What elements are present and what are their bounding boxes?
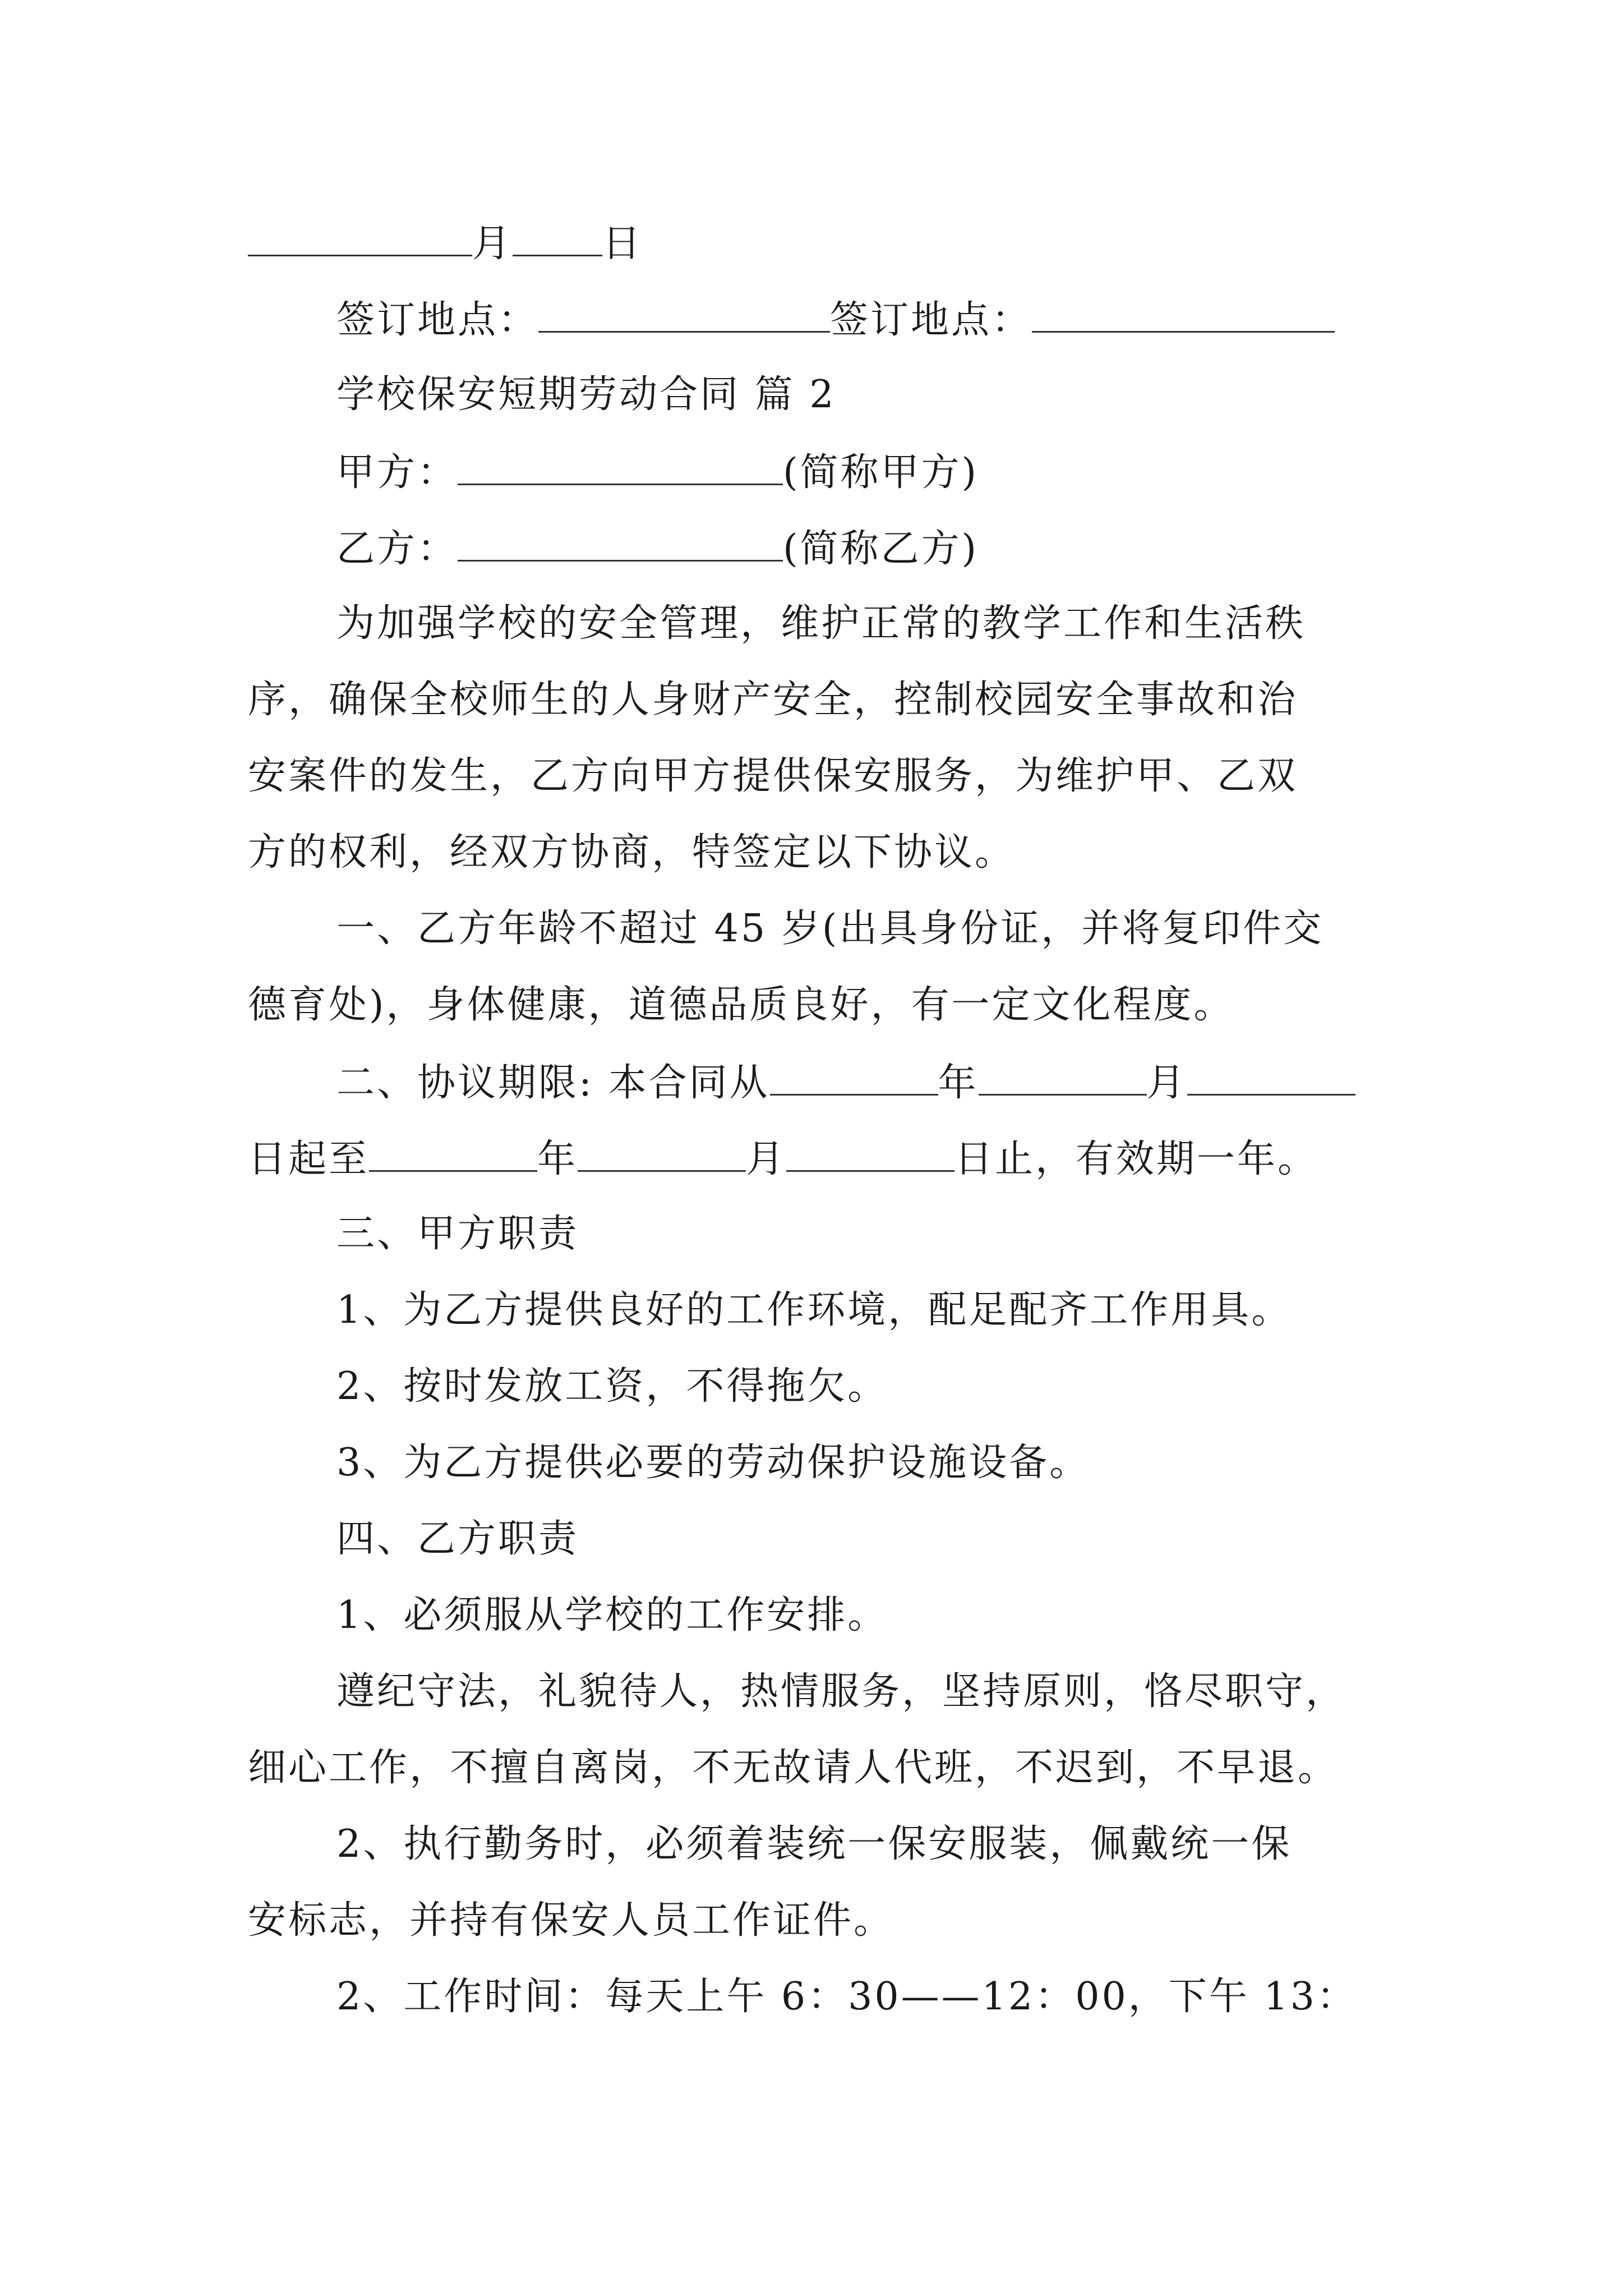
sign-place-label-a: 签订地点：	[336, 298, 539, 342]
section-3-item: 3、为乙方提供必要的劳动保护设施设备。	[336, 1441, 1090, 1485]
blank-field	[1187, 1059, 1355, 1096]
intro-line: 安案件的发生，乙方向甲方提供保安服务，为维护甲、乙双	[248, 754, 1298, 798]
blank-field	[458, 525, 783, 562]
term-prefix: 二、协议期限: 本合同从	[336, 1061, 770, 1105]
section-4-item: 2、工作时间：每天上午 6：30——12：00，下午 13：	[336, 1975, 1357, 2019]
party-b-note: (简称乙方)	[783, 527, 979, 571]
day-start-label: 日起至	[248, 1137, 370, 1181]
section-4-item: 安标志，并持有保安人员工作证件。	[248, 1898, 895, 1943]
party-a-line	[336, 449, 1402, 495]
section-3-item: 2、按时发放工资，不得拖欠。	[336, 1364, 888, 1409]
blank-field	[248, 220, 472, 256]
party-b-label: 乙方：	[336, 527, 458, 571]
blank-field	[369, 1135, 537, 1172]
blank-field	[786, 1135, 955, 1172]
section-4-para-line: 遵纪守法，礼貌待人，热情服务，坚持原则，恪尽职守，	[336, 1669, 1347, 1714]
clause-2-line	[248, 1135, 1403, 1182]
sign-place-label-b: 签订地点：	[830, 298, 1032, 342]
clause-1-line: 德育处)，身体健康，道德品质良好，有一定文化程度。	[248, 983, 1234, 1027]
blank-field	[1032, 296, 1335, 333]
sign-place-line	[336, 296, 1402, 343]
intro-line: 方的权利，经双方协商，特签定以下协议。	[248, 830, 1016, 875]
month-label: 月	[746, 1137, 787, 1181]
section-3-title: 三、甲方职责	[336, 1212, 579, 1256]
intro-line: 序，确保全校师生的人身财产安全，控制校园安全事故和治	[248, 678, 1298, 722]
section-4-title: 四、乙方职责	[336, 1517, 579, 1561]
blank-field	[578, 1135, 746, 1172]
clause-2-line	[336, 1059, 1402, 1106]
section-4-item: 2、执行勤务时，必须着装统一保安服装，佩戴统一保	[336, 1822, 1292, 1866]
year-label: 年	[938, 1061, 979, 1105]
party-a-label: 甲方：	[336, 450, 458, 495]
day-label: 日	[602, 222, 643, 266]
party-b-line	[336, 525, 1402, 572]
month-label: 月	[472, 222, 513, 266]
party-a-note: (简称甲方)	[783, 450, 979, 495]
intro-line: 为加强学校的安全管理，维护正常的教学工作和生活秩	[336, 601, 1306, 646]
year-label: 年	[537, 1137, 578, 1181]
term-suffix: 日止，有效期一年。	[955, 1137, 1318, 1181]
blank-field	[458, 449, 783, 485]
blank-field	[513, 220, 602, 256]
blank-field	[770, 1059, 938, 1096]
section-4-item: 1、必须服从学校的工作安排。	[336, 1593, 888, 1637]
clause-1-line: 一、乙方年龄不超过 45 岁(出具身份证，并将复印件交	[336, 907, 1324, 951]
month-label: 月	[1146, 1061, 1187, 1105]
blank-field	[538, 296, 830, 333]
section-4-para-line: 细心工作，不擅自离岗，不无故请人代班，不迟到，不早退。	[248, 1746, 1339, 1790]
blank-field	[979, 1059, 1147, 1096]
section-title: 学校保安短期劳动合同 篇 2	[336, 372, 836, 417]
section-3-item: 1、为乙方提供良好的工作环境，配足配齐工作用具。	[336, 1288, 1292, 1332]
date-line	[248, 220, 1403, 266]
